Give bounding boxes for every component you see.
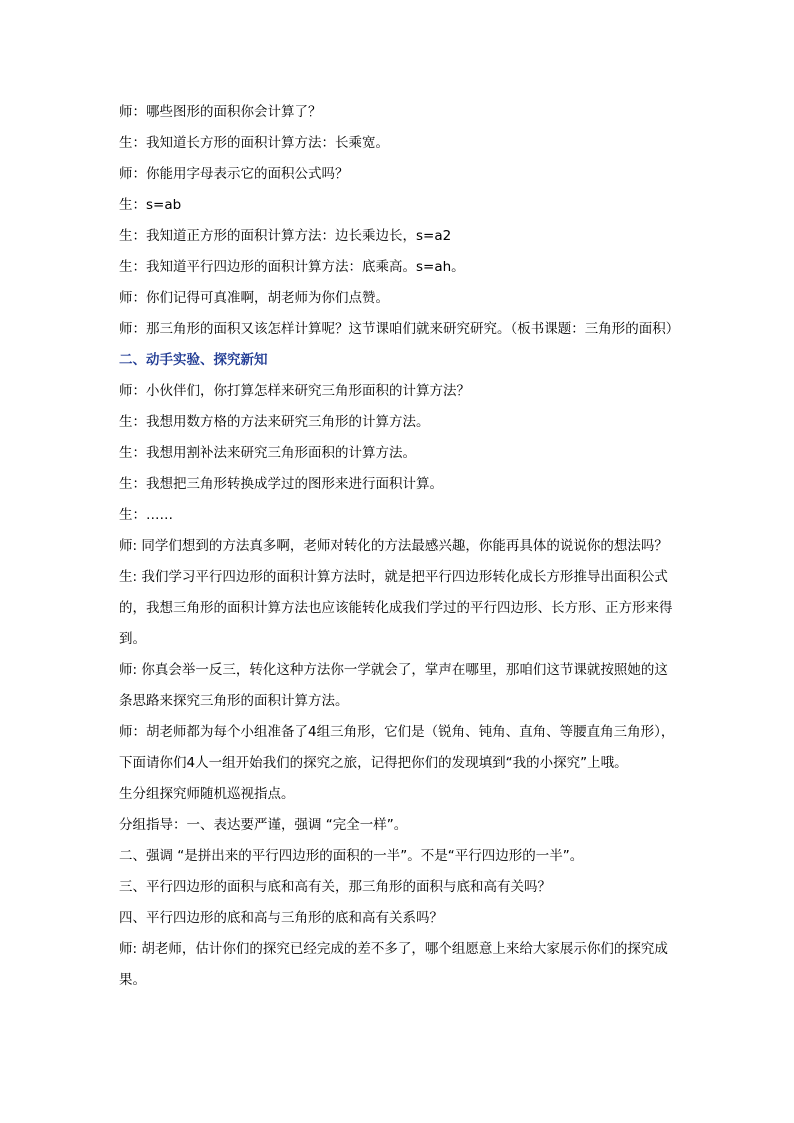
dialogue-line: 师: 你真会举一反三，转化这种方法你一学就会了，掌声在哪里，那咱们这节课就按照她的这条思路来探究三角形的面积计算方法。: [119, 662, 668, 709]
dialogue-line: 生分组探究师随机巡视指点。: [119, 786, 295, 802]
dialogue-line: 师：那三角形的面积又该怎样计算呢？这节课咱们就来研究研究。（板书课题：三角形的面积）: [119, 321, 680, 337]
section-heading: 二、动手实验、探究新知: [119, 352, 268, 368]
dialogue-line: 师: 同学们想到的方法真多啊，老师对转化的方法最感兴趣，你能再具体的说说你的想法吗？: [119, 538, 668, 554]
dialogue-line: 师: 胡老师，估计你们的探究已经完成的差不多了，哪个组愿意上来给大家展示你们的探究成果。: [119, 941, 668, 988]
dialogue-line: 分组指导：一、表达要严谨，强调 “完全一样”。: [119, 817, 408, 833]
dialogue-line: 四、平行四边形的底和高与三角形的底和高有关系吗？: [119, 910, 443, 926]
document-body: [119, 97, 679, 996]
dialogue-line: 生：我知道长方形的面积计算方法：长乘宽。: [119, 135, 389, 151]
dialogue-line: 三、平行四边形的面积与底和高有关，那三角形的面积与底和高有关吗？: [119, 879, 551, 895]
dialogue-line: 二、强调 “是拼出来的平行四边形的面积的一半”。不是“平行四边形的一半”。: [119, 848, 584, 864]
dialogue-line: 师：胡老师都为每个小组准备了4组三角形，它们是（锐角、钝角、直角、等腰直角三角形），下面请你们4人一组开始我们的探究之旅，记得把你们的发现填到“我的小探究”上哦。: [119, 724, 675, 771]
dialogue-line: 生：我知道正方形的面积计算方法：边长乘边长，s=a2: [119, 228, 452, 244]
dialogue-line: 师：你能用字母表示它的面积公式吗？: [119, 166, 349, 182]
dialogue-line: 生：我知道平行四边形的面积计算方法：底乘高。s=ah。: [119, 259, 465, 275]
dialogue-line: 生：s=ab: [119, 197, 182, 213]
dialogue-line: 生: 我们学习平行四边形的面积计算方法时，就是把平行四边形转化成长方形推导出面积公式的，我想三角形的面积计算方法也应该能转化成我们学过的平行四边形、长方形、正方形来得到。: [119, 569, 673, 647]
dialogue-line: 生：……: [119, 507, 173, 523]
dialogue-line: 师：哪些图形的面积你会计算了？: [119, 104, 322, 120]
dialogue-line: 生：我想把三角形转换成学过的图形来进行面积计算。: [119, 476, 443, 492]
dialogue-line: 生：我想用割补法来研究三角形面积的计算方法。: [119, 445, 416, 461]
dialogue-line: 生：我想用数方格的方法来研究三角形的计算方法。: [119, 414, 430, 430]
dialogue-line: 师：你们记得可真准啊，胡老师为你们点赞。: [119, 290, 389, 306]
dialogue-line: 师：小伙伴们，你打算怎样来研究三角形面积的计算方法？: [119, 383, 470, 399]
